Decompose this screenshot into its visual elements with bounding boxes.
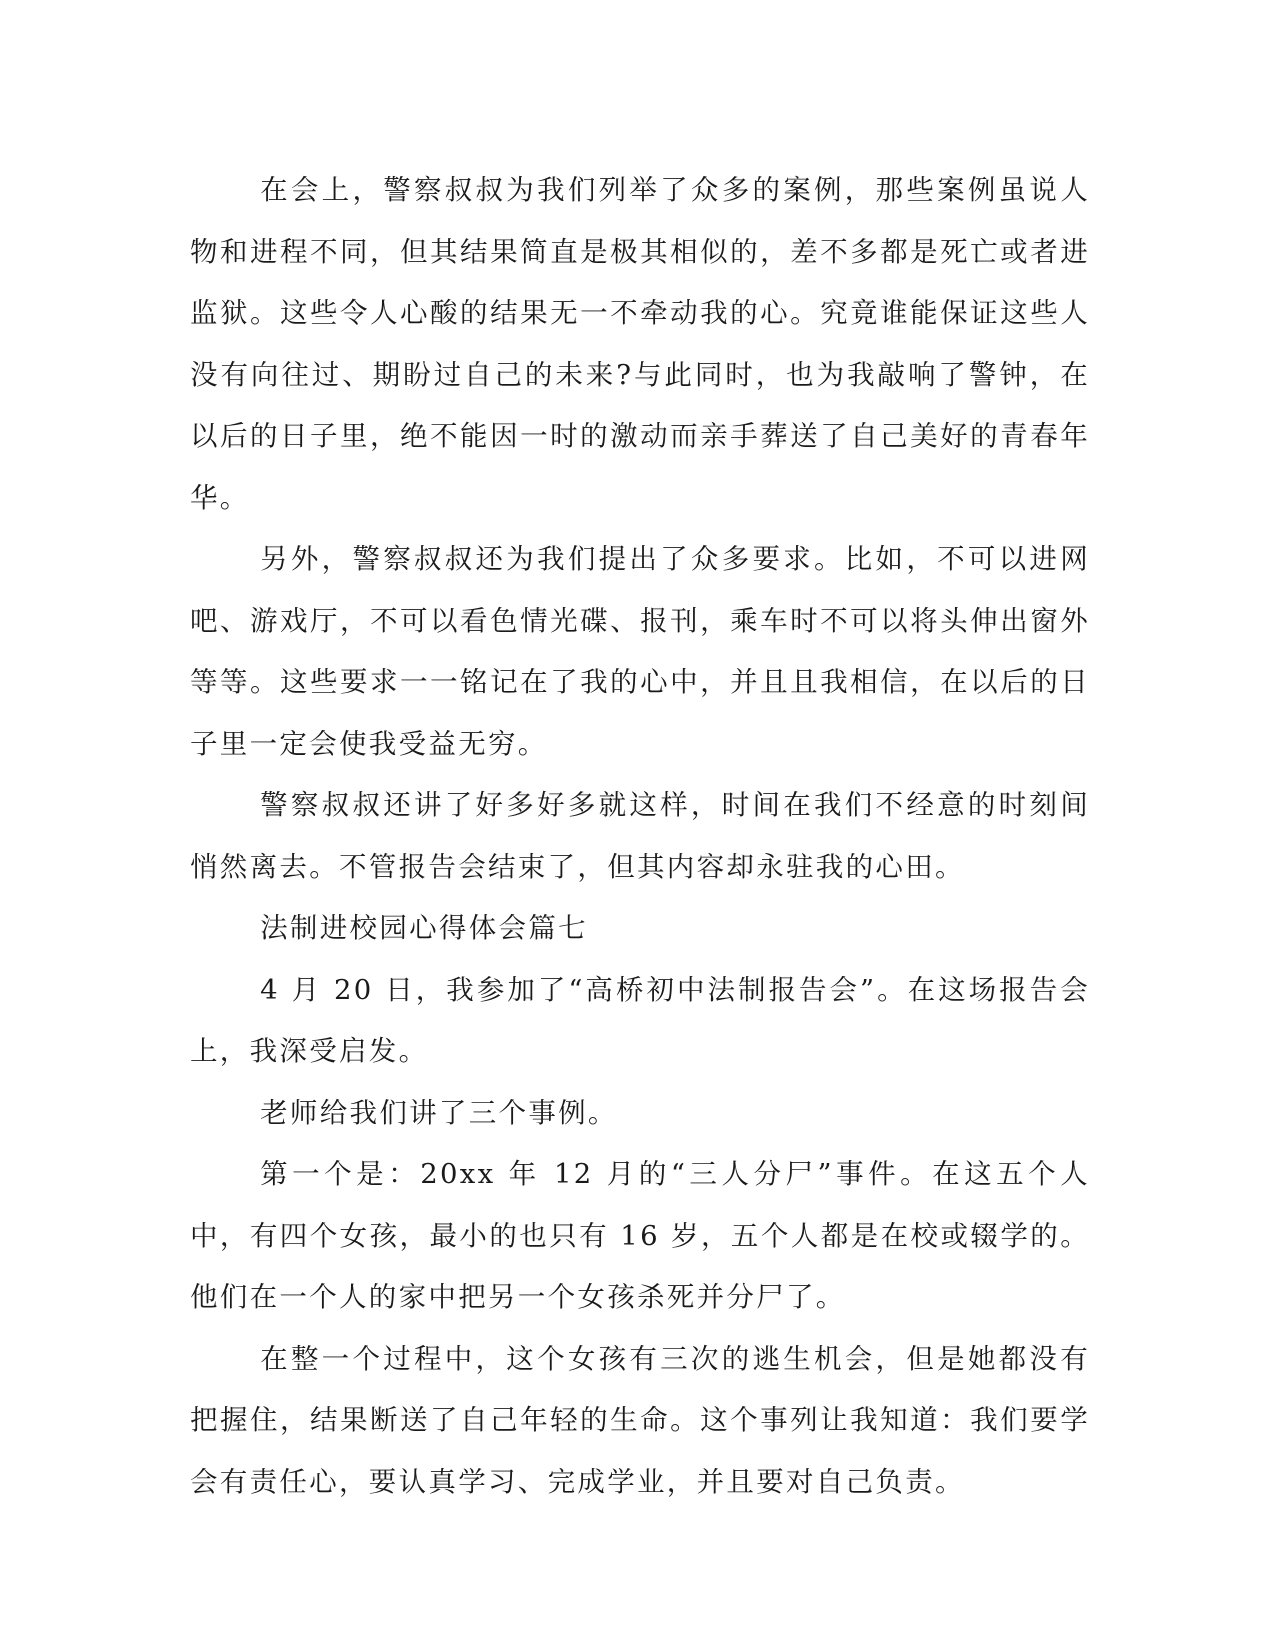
paragraph-first-case: 第一个是：20xx 年 12 月的“三人分尸”事件。在这五个人中，有四个女孩，最小的也只有 16 岁，五个人都是在校或辍学的。他们在一个人的家中把另一个女孩杀死并分尸了。 [190,1158,1090,1313]
paragraph-talk-ending: 警察叔叔还讲了好多好多就这样，时间在我们不经意的时刻间悄然离去。不管报告会结束了，但其内容却永驻我的心田。 [190,789,1090,883]
paragraph-report-meeting: 4 月 20 日，我参加了“高桥初中法制报告会”。在这场报告会上，我深受启发。 [190,973,1090,1067]
paragraph-police-requirements: 另外，警察叔叔还为我们提出了众多要求。比如，不可以进网吧、游戏厅，不可以看色情光碟、报刊，乘车时不可以将头伸出窗外等等。这些要求一一铭记在了我的心中，并且且我相信，在以后的日子里一定会使我受益无穷。 [190,543,1090,760]
paragraph-police-cases: 在会上，警察叔叔为我们列举了众多的案例，那些案例虽说人物和进程不同，但其结果简直是极其相似的，差不多都是死亡或者进监狱。这些令人心酸的结果无一不牵动我的心。究竟谁能保证这些人没有向往过、期盼过自己的未来?与此同时，也为我敲响了警钟，在以后的日子里，绝不能因一时的激动而亲手葬送了自己美好的青春年华。 [190,174,1090,514]
paragraph-three-cases: 老师给我们讲了三个事例。 [260,1096,618,1129]
document-body [190,160,1090,1513]
section-heading: 法制进校园心得体会篇七 [260,912,588,944]
paragraph-lesson: 在整一个过程中，这个女孩有三次的逃生机会，但是她都没有把握住，结果断送了自己年轻的生命。这个事列让我知道：我们要学会有责任心，要认真学习、完成学业，并且要对自己负责。 [190,1342,1090,1498]
